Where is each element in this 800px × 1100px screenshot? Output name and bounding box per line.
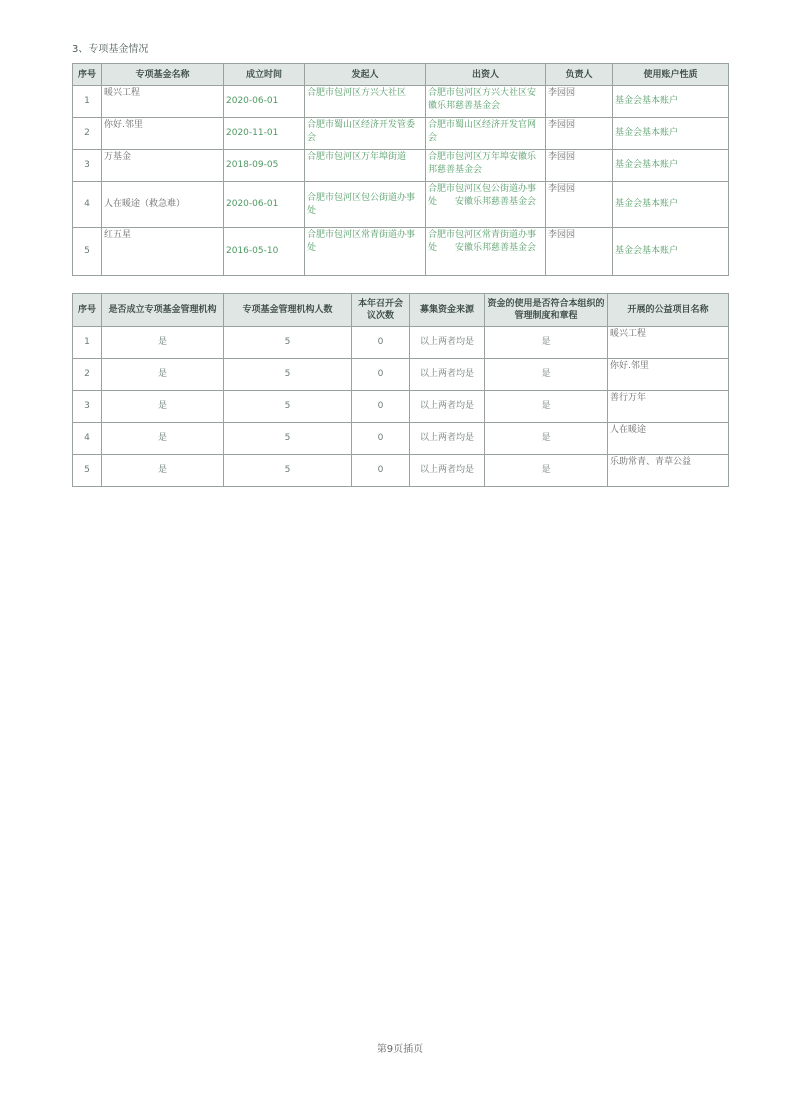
table-row — [73, 118, 729, 150]
cell-project: 你好.邻里 — [608, 359, 729, 391]
cell-source: 以上两者均是 — [410, 391, 485, 423]
cell-established: 是 — [102, 327, 224, 359]
cell-meetings: 0 — [352, 327, 410, 359]
cell-members: 5 — [224, 391, 352, 423]
cell-account: 基金会基本账户 — [613, 228, 729, 276]
fund-management-table — [72, 293, 729, 487]
cell-established: 是 — [102, 455, 224, 487]
cell-source: 以上两者均是 — [410, 327, 485, 359]
cell-compliant: 是 — [485, 423, 608, 455]
table-row — [73, 359, 729, 391]
cell-no: 2 — [73, 118, 102, 150]
cell-established: 是 — [102, 391, 224, 423]
header-head: 负责人 — [546, 64, 613, 86]
cell-source: 以上两者均是 — [410, 359, 485, 391]
table-row — [73, 391, 729, 423]
cell-compliant: 是 — [485, 391, 608, 423]
cell-date: 2020-11-01 — [224, 118, 305, 150]
table-row — [73, 327, 729, 359]
cell-no: 4 — [73, 182, 102, 228]
cell-members: 5 — [224, 455, 352, 487]
cell-head: 李园园 — [546, 86, 613, 118]
header-funder: 出资人 — [426, 64, 546, 86]
cell-no: 3 — [73, 391, 102, 423]
cell-no: 2 — [73, 359, 102, 391]
header-date: 成立时间 — [224, 64, 305, 86]
cell-initiator: 合肥市蜀山区经济开发管委会 — [305, 118, 426, 150]
header-project: 开展的公益项目名称 — [608, 294, 729, 327]
cell-account: 基金会基本账户 — [613, 86, 729, 118]
header-no: 序号 — [73, 64, 102, 86]
cell-initiator: 合肥市包河区常青街道办事处 — [305, 228, 426, 276]
cell-meetings: 0 — [352, 391, 410, 423]
header-compliant: 资金的使用是否符合本组织的管理制度和章程 — [485, 294, 608, 327]
table-header-row — [73, 294, 729, 327]
cell-members: 5 — [224, 423, 352, 455]
section-title: 3、专项基金情况 — [72, 44, 149, 55]
header-source: 募集资金来源 — [410, 294, 485, 327]
cell-initiator: 合肥市包河区方兴大社区 — [305, 86, 426, 118]
header-fund-name: 专项基金名称 — [102, 64, 224, 86]
cell-members: 5 — [224, 327, 352, 359]
cell-source: 以上两者均是 — [410, 455, 485, 487]
cell-source: 以上两者均是 — [410, 423, 485, 455]
cell-funder: 合肥市包河区万年埠安徽乐邦慈善基金会 — [426, 150, 546, 182]
table-row — [73, 86, 729, 118]
cell-date: 2020-06-01 — [224, 86, 305, 118]
cell-no: 1 — [73, 327, 102, 359]
cell-fund-name: 万基金 — [102, 150, 224, 182]
cell-no: 5 — [73, 228, 102, 276]
header-members: 专项基金管理机构人数 — [224, 294, 352, 327]
table-row — [73, 455, 729, 487]
cell-date: 2016-05-10 — [224, 228, 305, 276]
cell-date: 2018-09-05 — [224, 150, 305, 182]
cell-funder: 合肥市蜀山区经济开发官网会 — [426, 118, 546, 150]
cell-meetings: 0 — [352, 423, 410, 455]
cell-compliant: 是 — [485, 327, 608, 359]
header-meetings: 本年召开会议次数 — [352, 294, 410, 327]
header-established: 是否成立专项基金管理机构 — [102, 294, 224, 327]
cell-no: 1 — [73, 86, 102, 118]
header-account: 使用账户性质 — [613, 64, 729, 86]
cell-head: 李园园 — [546, 150, 613, 182]
cell-project: 人在暖途 — [608, 423, 729, 455]
cell-no: 5 — [73, 455, 102, 487]
cell-no: 4 — [73, 423, 102, 455]
table-row — [73, 228, 729, 276]
cell-initiator: 合肥市包河区万年埠街道 — [305, 150, 426, 182]
cell-head: 李园园 — [546, 182, 613, 228]
page-footer: 第9页插页 — [376, 1044, 424, 1055]
cell-meetings: 0 — [352, 455, 410, 487]
cell-account: 基金会基本账户 — [613, 182, 729, 228]
cell-compliant: 是 — [485, 455, 608, 487]
cell-fund-name: 人在暖途（救急难） — [102, 182, 224, 228]
table-row — [73, 423, 729, 455]
cell-established: 是 — [102, 359, 224, 391]
cell-initiator: 合肥市包河区包公街道办事处 — [305, 182, 426, 228]
cell-account: 基金会基本账户 — [613, 118, 729, 150]
cell-funder: 合肥市包河区包公街道办事处 安徽乐邦慈善基金会 — [426, 182, 546, 228]
cell-no: 3 — [73, 150, 102, 182]
cell-account: 基金会基本账户 — [613, 150, 729, 182]
cell-project: 善行万年 — [608, 391, 729, 423]
header-initiator: 发起人 — [305, 64, 426, 86]
cell-meetings: 0 — [352, 359, 410, 391]
cell-date: 2020-06-01 — [224, 182, 305, 228]
cell-compliant: 是 — [485, 359, 608, 391]
cell-funder: 合肥市包河区方兴大社区安徽乐邦慈善基金会 — [426, 86, 546, 118]
cell-project: 暖兴工程 — [608, 327, 729, 359]
cell-fund-name: 你好.邻里 — [102, 118, 224, 150]
cell-established: 是 — [102, 423, 224, 455]
cell-funder: 合肥市包河区常青街道办事处 安徽乐邦慈善基金会 — [426, 228, 546, 276]
cell-project: 乐助常青、青草公益 — [608, 455, 729, 487]
table-header-row — [73, 64, 729, 86]
cell-members: 5 — [224, 359, 352, 391]
cell-head: 李园园 — [546, 228, 613, 276]
cell-fund-name: 暖兴工程 — [102, 86, 224, 118]
special-fund-table — [72, 63, 729, 276]
cell-fund-name: 红五星 — [102, 228, 224, 276]
table-row — [73, 182, 729, 228]
header-no: 序号 — [73, 294, 102, 327]
table-row — [73, 150, 729, 182]
cell-head: 李园园 — [546, 118, 613, 150]
